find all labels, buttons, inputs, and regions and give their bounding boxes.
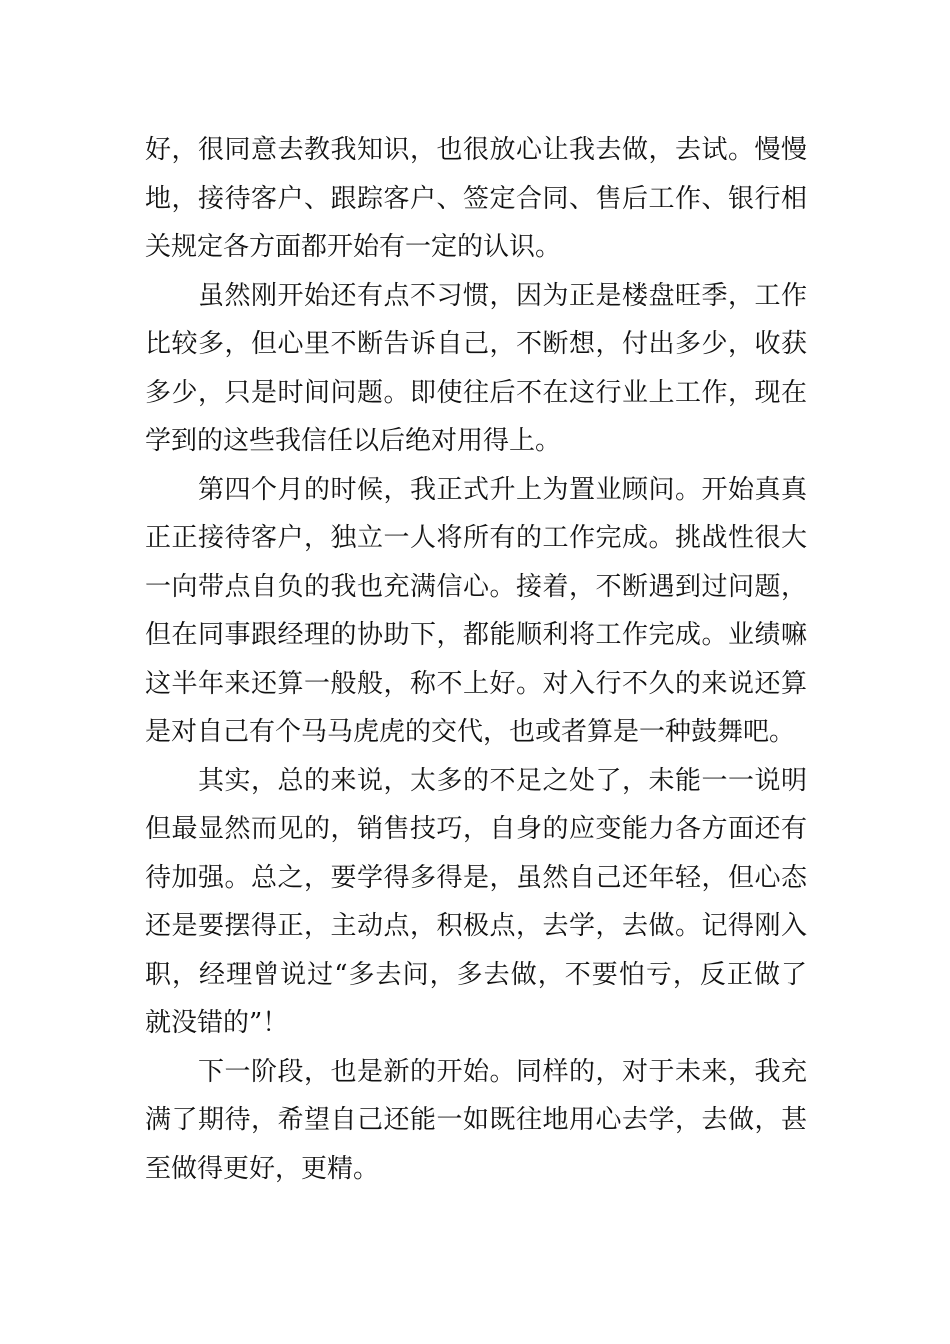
text-line: 关规定各方面都开始有一定的认识。 (145, 232, 562, 262)
text-line: 学到的这些我信任以后绝对用得上。 (145, 426, 562, 456)
text-line: 就没错的”！ (145, 1008, 289, 1038)
text-line: 第四个月的时候，我正式升上为置业顾问。开始真真 (198, 474, 807, 505)
paragraph-1 (145, 126, 807, 272)
paragraph-3 (145, 466, 807, 757)
text-line: 但最显然而见的，销售技巧，自身的应变能力各方面还有 (145, 814, 807, 844)
paragraph-4 (145, 757, 807, 1048)
text-line: 正正接待客户，独立一人将所有的工作完成。挑战性很大 (145, 523, 807, 553)
text-line: 地，接待客户、跟踪客户、签定合同、售后工作、银行相 (145, 183, 807, 214)
text-line: 待加强。总之，要学得多得是，虽然自己还年轻，但心态 (145, 862, 807, 893)
text-line: 但在同事跟经理的协助下，都能顺利将工作完成。业绩嘛 (145, 620, 807, 650)
text-line: 至做得更好，更精。 (145, 1153, 380, 1184)
text-line: 比较多，但心里不断告诉自己，不断想，付出多少，收获 (145, 329, 807, 359)
text-line: 还是要摆得正，主动点，积极点，去学，去做。记得刚入 (145, 911, 807, 941)
text-line: 满了期待，希望自己还能一如既往地用心去学，去做，甚 (145, 1105, 807, 1135)
paragraph-2 (145, 272, 807, 466)
text-line: 下一阶段，也是新的开始。同样的，对于未来，我充 (198, 1056, 807, 1087)
text-line: 虽然刚开始还有点不习惯，因为正是楼盘旺季，工作 (198, 280, 807, 311)
text-line: 这半年来还算一般般，称不上好。对入行不久的来说还算 (145, 668, 807, 699)
text-line: 是对自己有个马马虎虎的交代，也或者算是一种鼓舞吧。 (145, 717, 796, 747)
text-line: 职，经理曾说过“多去问，多去做，不要怕亏，反正做了 (145, 959, 807, 990)
text-line: 一向带点自负的我也充满信心。接着，不断遇到过问题， (145, 571, 807, 602)
document-body (145, 126, 807, 1193)
text-line: 其实，总的来说，太多的不足之处了，未能一一说明 (198, 765, 807, 796)
text-line: 好，很同意去教我知识，也很放心让我去做，去试。慢慢 (145, 135, 807, 165)
text-line: 多少，只是时间问题。即使往后不在这行业上工作，现在 (145, 377, 807, 408)
paragraph-5 (145, 1048, 807, 1194)
